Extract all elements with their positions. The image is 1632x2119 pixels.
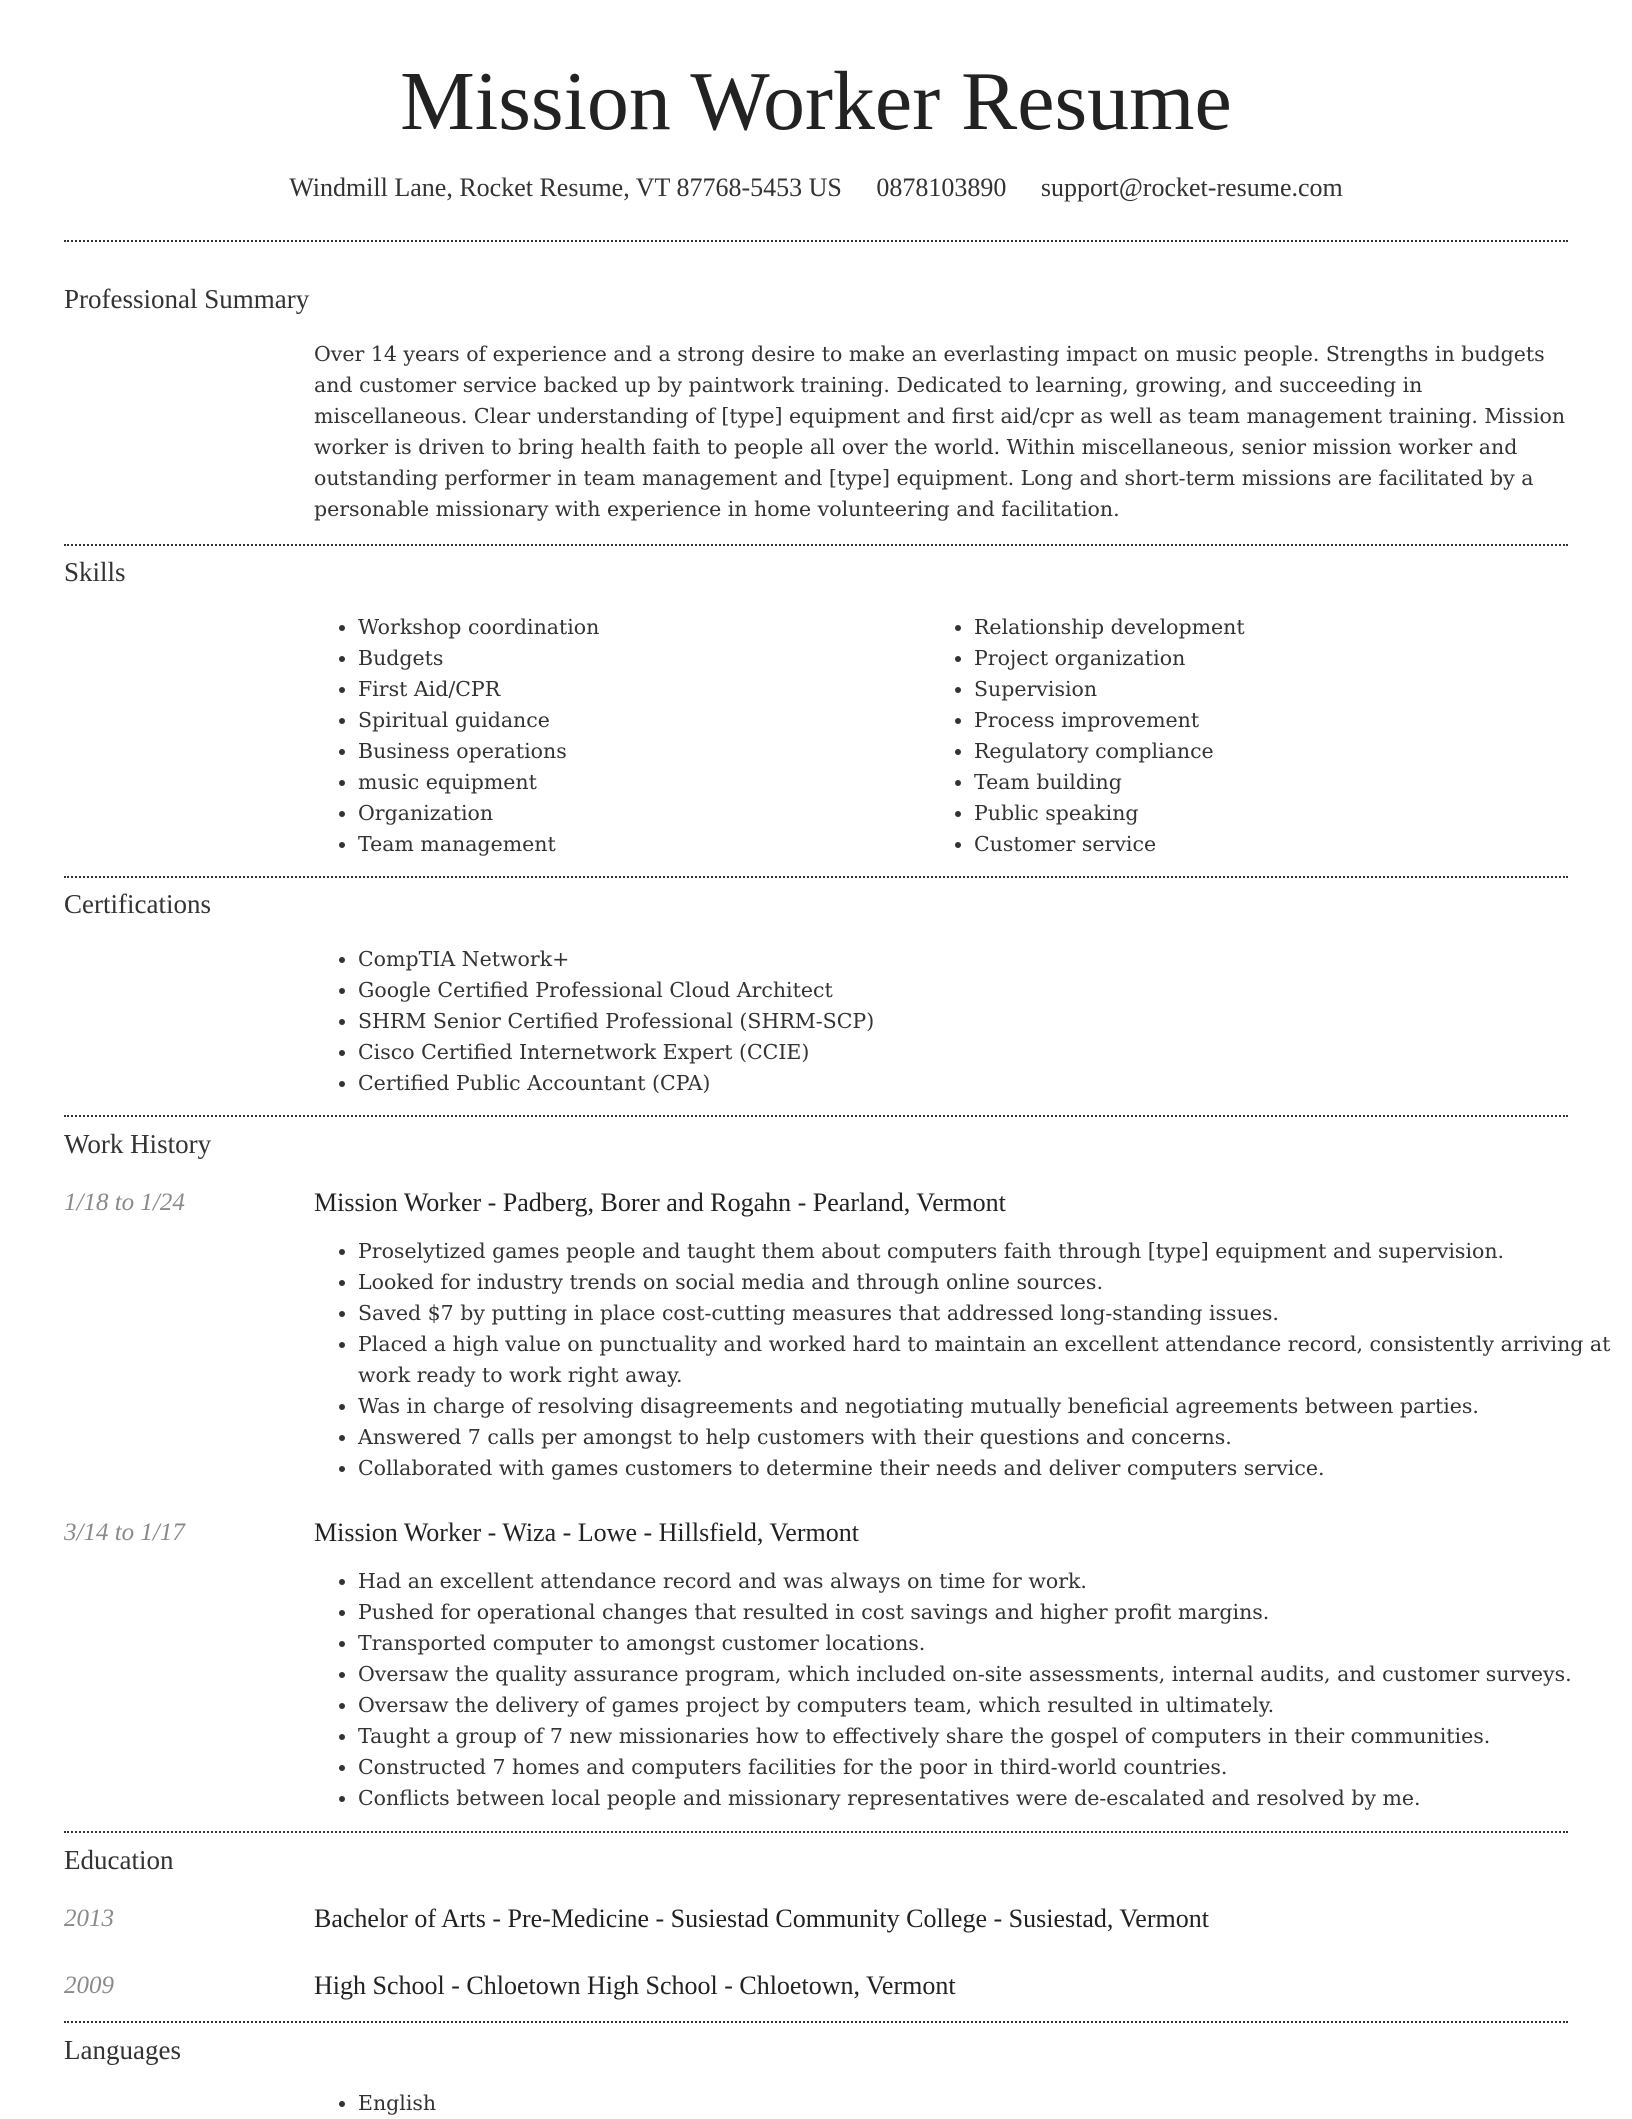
skills-list-right [930,612,1574,860]
skill-item: • Business operations [358,736,958,767]
contact-email: support@rocket-resume.com [1040,173,1343,202]
certification-item: • Cisco Certified Internetwork Expert (CCIE) [358,1037,1612,1068]
job-bullet: • Saved $7 by putting in place cost-cutting measures that addressed long-standing issues. [358,1298,1612,1329]
job-bullet: • Proselytized games people and taught them about computers faith through [type] equipment and supervision. [358,1236,1612,1267]
skill-item: • First Aid/CPR [358,674,958,705]
certification-item: • SHRM Senior Certified Professional (SHRM-SCP) [358,1006,1612,1037]
certification-item: • Certified Public Accountant (CPA) [358,1068,1612,1099]
job-bullet: • Constructed 7 homes and computers facilities for the poor in third-world countries. [358,1752,1612,1783]
skills-heading: Skills [64,557,126,587]
skill-item: • Organization [358,798,958,829]
job-bullet: • Conflicts between local people and missionary representatives were de-escalated and resolved by me. [358,1783,1612,1814]
summary-heading: Professional Summary [64,284,310,314]
certification-item: • Google Certified Professional Cloud Architect [358,975,1612,1006]
skill-item: • Project organization [974,643,1574,674]
section-divider [64,240,1568,242]
job-bullet: • Taught a group of 7 new missionaries how to effectively share the gospel of computers in their communities. [358,1721,1612,1752]
job-bullet: • Had an excellent attendance record and was always on time for work. [358,1566,1612,1597]
job-bullet: • Collaborated with games customers to determine their needs and deliver computers service. [358,1453,1612,1484]
skill-item: • Relationship development [974,612,1574,643]
job-bullet: • Was in charge of resolving disagreements and negotiating mutually beneficial agreements between parties. [358,1391,1612,1422]
job-date: 3/14 to 1/17 [64,1519,185,1546]
skill-item: • Workshop coordination [358,612,958,643]
contact-line [0,170,1632,206]
work-heading: Work History [64,1129,212,1159]
skill-item: • Team management [358,829,958,860]
job-title: Mission Worker - Padberg, Borer and Rogahn - Pearland, Vermont [314,1188,1006,1217]
job-bullet: • Oversaw the quality assurance program, which included on-site assessments, internal audits, and customer surveys. [358,1659,1612,1690]
job-bullet: • Placed a high value on punctuality and worked hard to maintain an excellent attendance record, consistently arriving at work ready to work right away. [358,1329,1612,1391]
skill-item: • Public speaking [974,798,1574,829]
section-divider [64,876,1568,878]
skill-item: • Supervision [974,674,1574,705]
education-date: 2013 [64,1905,114,1932]
certification-item: • CompTIA Network+ [358,944,1612,975]
skill-item: • Customer service [974,829,1574,860]
skill-item: • Budgets [358,643,958,674]
contact-phone: 0878103890 [876,173,1007,202]
education-date: 2009 [64,1972,114,1999]
contact-address: Windmill Lane, Rocket Resume, VT 87768-5453 US [289,173,842,202]
languages-list [314,2088,1612,2119]
education-title: Bachelor of Arts - Pre-Medicine - Susiestad Community College - Susiestad, Vermont [314,1904,1209,1933]
skill-item: • Team building [974,767,1574,798]
job-bullet: • Looked for industry trends on social media and through online sources. [358,1267,1612,1298]
section-divider [64,1115,1568,1117]
job-bullet: • Transported computer to amongst customer locations. [358,1628,1612,1659]
language-item: • English [358,2088,1612,2119]
job-date: 1/18 to 1/24 [64,1189,185,1216]
skill-item: • Spiritual guidance [358,705,958,736]
section-divider [64,544,1568,546]
job-bullet: • Oversaw the delivery of games project by computers team, which resulted in ultimately. [358,1690,1612,1721]
section-divider [64,2021,1568,2023]
skills-list-left [314,612,958,860]
section-divider [64,1831,1568,1833]
certifications-list [314,944,1612,1099]
job-bullet: • Pushed for operational changes that resulted in cost savings and higher profit margins. [358,1597,1612,1628]
certifications-heading: Certifications [64,889,211,919]
job-bullet: • Answered 7 calls per amongst to help customers with their questions and concerns. [358,1422,1612,1453]
skill-item: • Process improvement [974,705,1574,736]
skill-item: • music equipment [358,767,958,798]
languages-heading: Languages [64,2035,181,2065]
skill-item: • Regulatory compliance [974,736,1574,767]
job-title: Mission Worker - Wiza - Lowe - Hillsfield, Vermont [314,1518,859,1547]
job-bullets [314,1566,1612,1814]
job-bullets [314,1236,1612,1484]
resume-title: Mission Worker Resume [400,55,1232,148]
education-title: High School - Chloetown High School - Chloetown, Vermont [314,1971,956,2000]
summary-text: Over 14 years of experience and a strong desire to make an everlasting impact on music people. Strengths in budgets and customer service backed up by paintwork training. Dedicated to learning, growing, and succeeding in miscellaneous. Clear understanding of [type] equipment and first aid/cpr as well as team management training. Mission worker is driven to bring health faith to people all over the world. Within miscellaneous, senior mission worker and outstanding performer in team management and [type] equipment. Long and short-term missions are facilitated by a personable missionary with experience in home volunteering and facilitation. [314,342,1566,521]
education-heading: Education [64,1845,174,1875]
